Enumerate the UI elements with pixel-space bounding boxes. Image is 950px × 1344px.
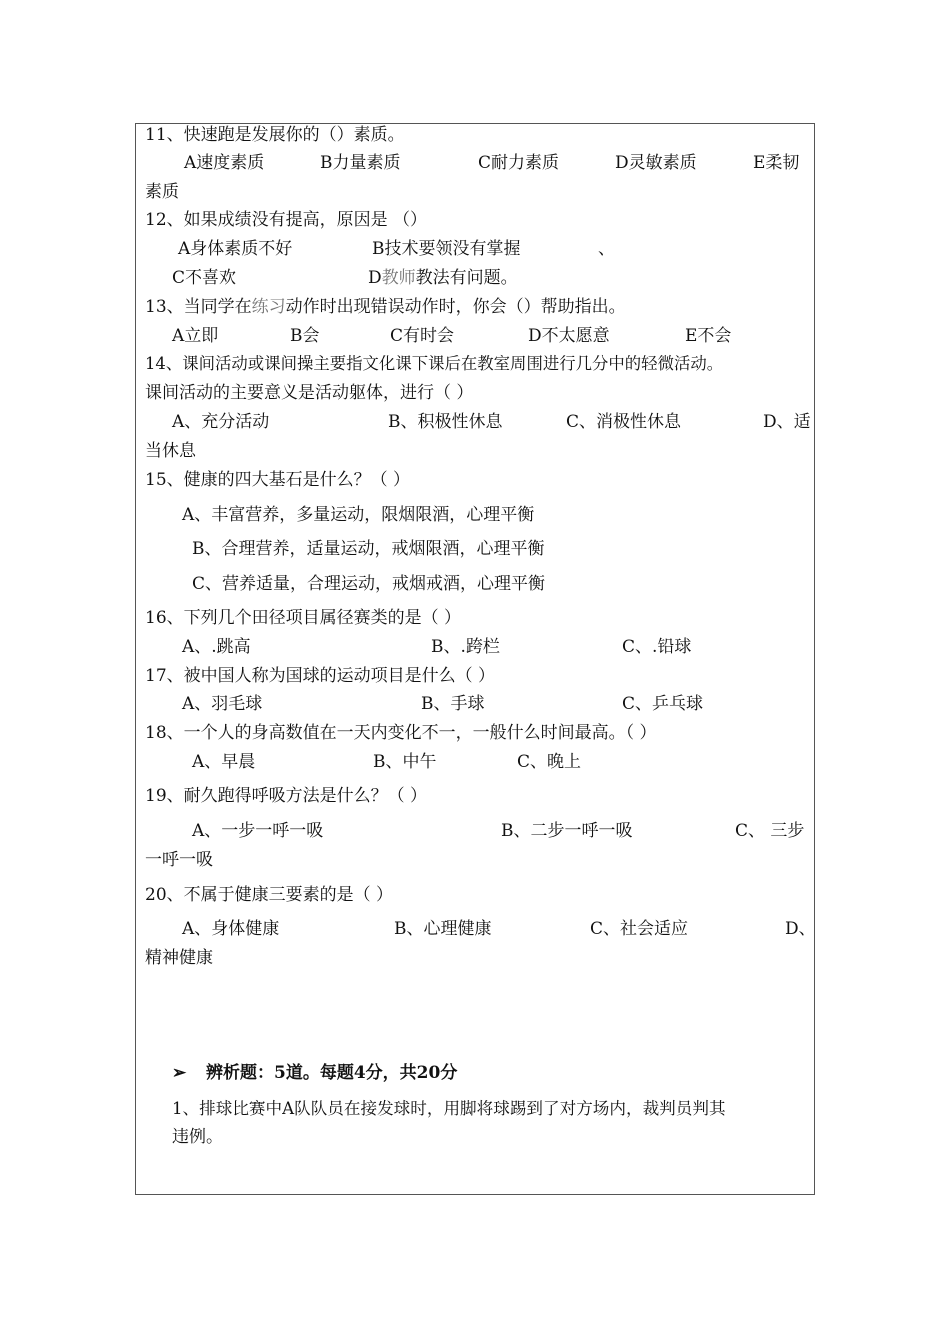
q13-option-c: C有时会 [390,326,455,346]
q14-stem-line2: 课间活动的主要意义是活动躯体，进行（ ） [145,383,474,403]
q20-option-d: D、 [785,919,816,939]
q11-continuation: 素质 [145,182,179,202]
q14-stem: 14、课间活动或课间操主要指文化课下课后在教室周围进行几分中的轻微活动。 [145,354,724,373]
q13-stem-part2: 动作时出现错误动作时，你会（）帮助指出。 [285,297,626,317]
q13-stem [145,296,626,318]
q13-stem-part1: 13、当同学在 [145,297,252,317]
q16-option-c: C、.铅球 [622,637,692,657]
q12-option-a: A身体素质不好 [178,239,293,259]
q12-option-c: C不喜欢 [172,268,237,288]
q12-option-d-rest: 教法有问题。 [415,268,518,288]
q12-separator: 、 [598,239,615,259]
section-item1-line1: 1、排球比赛中A队队员在接发球时，用脚将球踢到了对方场内，裁判员判其 [172,1099,726,1118]
q19-option-b: B、二步一呼一吸 [501,821,633,841]
q12-stem: 12、如果成绩没有提高，原因是 （） [145,210,428,230]
q11-option-a: A速度素质 [184,153,265,173]
q12-option-d-letter: D [368,268,382,288]
q13-option-e: E不会 [685,326,732,346]
q18-option-a: A、早晨 [192,752,256,772]
q20-option-b: B、心理健康 [394,919,492,939]
q18-option-b: B、中午 [373,752,437,772]
q20-stem: 20、不属于健康三要素的是（ ） [145,885,394,905]
q12-option-d [368,267,518,289]
section-title: 辨析题：5道。每题4分，共20分 [206,1063,458,1083]
q16-stem: 16、下列几个田径项目属径赛类的是（ ） [145,608,462,628]
q13-option-d: D不太愿意 [528,326,610,346]
q19-continuation: 一呼一吸 [145,850,213,870]
section-bullet-icon: ➢ [172,1063,187,1083]
q17-option-a: A、羽毛球 [182,694,263,714]
q11-option-b: B力量素质 [320,153,401,173]
q13-option-b: B会 [290,326,320,346]
q13-stem-grey: 练习 [251,297,286,317]
q13-option-a: A立即 [172,326,219,346]
q17-option-b: B、手球 [421,694,485,714]
q12-option-b: B技术要领没有掌握 [372,239,521,259]
q11-option-d: D灵敏素质 [615,153,697,173]
q18-stem: 18、一个人的身高数值在一天内变化不一，一般什么时间最高。（ ） [145,723,657,743]
q16-option-b: B、.跨栏 [431,637,500,657]
q14-option-d: D、适 [763,412,811,432]
q19-stem: 19、耐久跑得呼吸方法是什么？（ ） [145,786,428,806]
q15-option-c: C、营养适量，合理运动，戒烟戒酒，心理平衡 [192,574,546,594]
q15-stem: 15、健康的四大基石是什么？（ ） [145,470,411,490]
q14-continuation: 当休息 [145,441,196,461]
q18-option-c: C、晚上 [517,752,582,772]
q17-option-c: C、乒乓球 [622,694,704,714]
q20-continuation: 精神健康 [145,948,213,968]
q14-option-c: C、消极性休息 [566,412,682,432]
q14-option-a: A、充分活动 [172,412,270,432]
q14-option-b: B、积极性休息 [388,412,503,432]
q11-option-c: C耐力素质 [478,153,560,173]
q11-option-e: E柔韧 [753,153,800,173]
section-item1-line2: 违例。 [172,1127,223,1147]
q19-option-c: C、 三步 [735,821,805,841]
q17-stem: 17、被中国人称为国球的运动项目是什么（ ） [145,666,496,686]
q19-option-a: A、一步一呼一吸 [192,821,324,841]
q11-stem: 11、快速跑是发展你的（）素质。 [145,125,405,145]
q12-option-d-grey: 教师 [381,268,416,288]
q20-option-c: C、社会适应 [590,919,689,939]
q15-option-a: A、丰富营养，多量运动，限烟限酒，心理平衡 [182,505,535,525]
q20-option-a: A、身体健康 [182,919,280,939]
q15-option-b: B、合理营养，适量运动，戒烟限酒，心理平衡 [192,539,545,559]
q16-option-a: A、.跳高 [182,637,251,657]
